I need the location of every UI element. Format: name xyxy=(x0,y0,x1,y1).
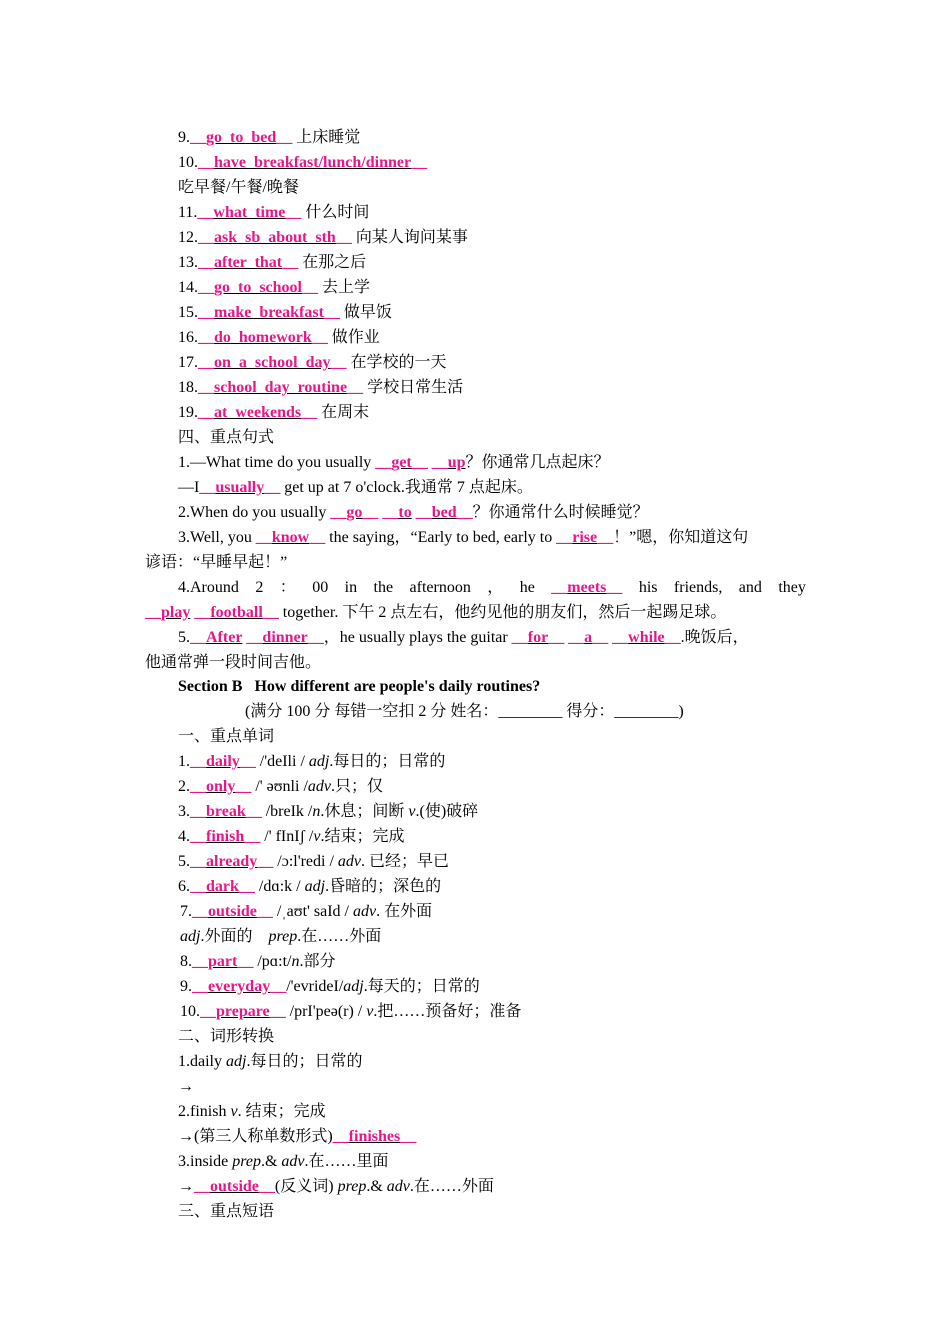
phrase-17: 17.__on a school day__ 在学校的一天 xyxy=(178,354,447,371)
answer-blank: __have breakfast/lunch/dinner__ xyxy=(198,154,428,171)
word-7-extra: adj.外面的 prep.在……外面 xyxy=(180,928,382,945)
answer-blank: __while__ xyxy=(612,629,681,646)
answer-blank: __usually__ xyxy=(199,479,281,496)
word-4: 4.__finish__ /' fInIʃ /v.结束；完成 xyxy=(178,828,405,845)
phrase-19: 19.__at weekends__ 在周末 xyxy=(178,404,370,421)
word-3: 3.__break__ /breIk /n.休息；间断 v.(使)破碎 xyxy=(178,803,479,820)
section-heading-word-forms: 二、词形转换 xyxy=(178,1028,275,1045)
section-heading-sentences: 四、重点句式 xyxy=(178,429,275,446)
word-8: 8.__part__ /pɑ:t/n.部分 xyxy=(180,953,336,970)
answer-blank: __bed__ xyxy=(415,504,473,521)
answer-blank: __on a school day__ xyxy=(198,354,347,371)
word-6: 6.__dark__ /dɑ:k / adj.昏暗的；深色的 xyxy=(178,878,442,895)
answer-blank: __after that__ xyxy=(198,254,299,271)
answer-blank: __only__ xyxy=(190,778,252,795)
answer-blank: __daily__ xyxy=(190,753,256,770)
sentence-3-line-2: 谚语：“早睡早起！” xyxy=(145,554,288,571)
phrase-18: 18.__school day routine__ 学校日常生活 xyxy=(178,379,464,396)
sentence-1-question: 1.—What time do you usually __get__ __up？你通常几点起床？ xyxy=(178,454,610,471)
answer-blank: __do homework__ xyxy=(198,329,328,346)
answer-blank: __ask sb about sth__ xyxy=(198,229,352,246)
answer-blank: __football__ xyxy=(194,604,279,621)
form-1-arrow: → xyxy=(178,1078,194,1095)
form-3: 3.inside prep.& adv.在……里面 xyxy=(178,1153,389,1170)
phrase-10-translation: 吃早餐/午餐/晚餐 xyxy=(178,179,299,196)
word-9: 9.__everyday__/'evrideI/adj.每天的；日常的 xyxy=(180,978,480,995)
sentence-2: 2.When do you usually __go__ __to __bed__？你通常什么时候睡觉？ xyxy=(178,504,649,521)
answer-blank: __school day routine__ xyxy=(198,379,364,396)
answer-blank: __go to school__ xyxy=(198,279,318,296)
answer-blank: __play xyxy=(145,604,191,621)
answer-blank: __to xyxy=(382,504,412,521)
answer-blank: __for__ xyxy=(511,629,565,646)
answer-blank: __finish__ xyxy=(190,828,261,845)
phrase-9: 9.__go to bed__ 上床睡觉 xyxy=(178,129,361,146)
phrase-11: 11.__what time__ 什么时间 xyxy=(178,204,370,221)
phrase-13: 13.__after that__ 在那之后 xyxy=(178,254,367,271)
phrase-14: 14.__go to school__ 去上学 xyxy=(178,279,371,296)
sentence-5-line-1: 5.__After __dinner__，he usually plays the guitar __for__ __a__ __while__.晚饭后， xyxy=(178,629,749,646)
answer-blank: __dinner__ xyxy=(246,629,324,646)
answer-blank: __After xyxy=(190,629,243,646)
answer-blank: __prepare__ xyxy=(200,1003,286,1020)
answer-blank: __up xyxy=(431,454,466,471)
answer-blank: __a__ xyxy=(568,629,609,646)
answer-blank: __part__ xyxy=(192,953,254,970)
form-2: 2.finish v. 结束；完成 xyxy=(178,1103,326,1120)
section-b-title: Section B How different are people's daily routines? xyxy=(178,678,541,695)
word-1: 1.__daily__ /'deIli / adj.每日的；日常的 xyxy=(178,753,446,770)
sentence-1-answer: —I__usually__ get up at 7 o'clock.我通常 7 点起床。 xyxy=(178,479,533,496)
answer-blank: __finishes__ xyxy=(332,1128,417,1145)
answer-blank: __meets__ xyxy=(551,579,623,596)
phrase-10: 10.__have breakfast/lunch/dinner__ xyxy=(178,154,428,171)
word-7: 7.__outside__ /ˌaʊt' saId / adv. 在外面 xyxy=(180,903,433,920)
sentence-5-line-2: 他通常弹一段时间吉他。 xyxy=(145,654,322,671)
answer-blank: __dark__ xyxy=(190,878,255,895)
answer-blank: __outside__ xyxy=(194,1178,275,1195)
answer-blank: __outside__ xyxy=(192,903,273,920)
answer-blank: __go to bed__ xyxy=(190,129,293,146)
answer-blank: __break__ xyxy=(190,803,262,820)
word-2: 2.__only__ /' əʊnli /adv.只；仅 xyxy=(178,778,384,795)
form-3-answer: →__outside__(反义词) prep.& adv.在……外面 xyxy=(178,1178,494,1195)
form-1: 1.daily adj.每日的；日常的 xyxy=(178,1053,363,1070)
word-10: 10.__prepare__ /prI'peə(r) / v.把……预备好；准备 xyxy=(180,1003,522,1020)
answer-blank: __rise__ xyxy=(556,529,614,546)
phrase-15: 15.__make breakfast__ 做早饭 xyxy=(178,304,392,321)
answer-blank: __get__ xyxy=(375,454,428,471)
phrase-16: 16.__do homework__ 做作业 xyxy=(178,329,380,346)
section-heading-phrases: 三、重点短语 xyxy=(178,1203,275,1220)
answer-blank: __already__ xyxy=(190,853,274,870)
sentence-4-line-2: __play __football__ together. 下午 2 点左右，他约见他的朋友们，然后一起踢足球。 xyxy=(145,604,727,621)
form-2-answer: →(第三人称单数形式)__finishes__ xyxy=(178,1128,417,1145)
sentence-3-line-1: 3.Well, you __know__ the saying，“Early to bed, early to __rise__！”嗯，你知道这句 xyxy=(178,529,749,546)
section-heading-words: 一、重点单词 xyxy=(178,728,275,745)
answer-blank: __know__ xyxy=(255,529,326,546)
answer-blank: __go__ xyxy=(330,504,379,521)
score-info: (满分 100 分 每错一空扣 2 分 姓名：________ 得分：________) xyxy=(245,703,684,720)
answer-blank: __at weekends__ xyxy=(198,404,318,421)
sentence-4-line-1: 4.Around 2 ： 00 in the afternoon ， he __meets__ his friends, and they xyxy=(178,579,806,596)
phrase-12: 12.__ask sb about sth__ 向某人询问某事 xyxy=(178,229,468,246)
answer-blank: __make breakfast__ xyxy=(198,304,340,321)
answer-blank: __everyday__ xyxy=(192,978,287,995)
word-5: 5.__already__ /ɔ:l'redi / adv. 已经；早已 xyxy=(178,853,450,870)
answer-blank: __what time__ xyxy=(197,204,302,221)
